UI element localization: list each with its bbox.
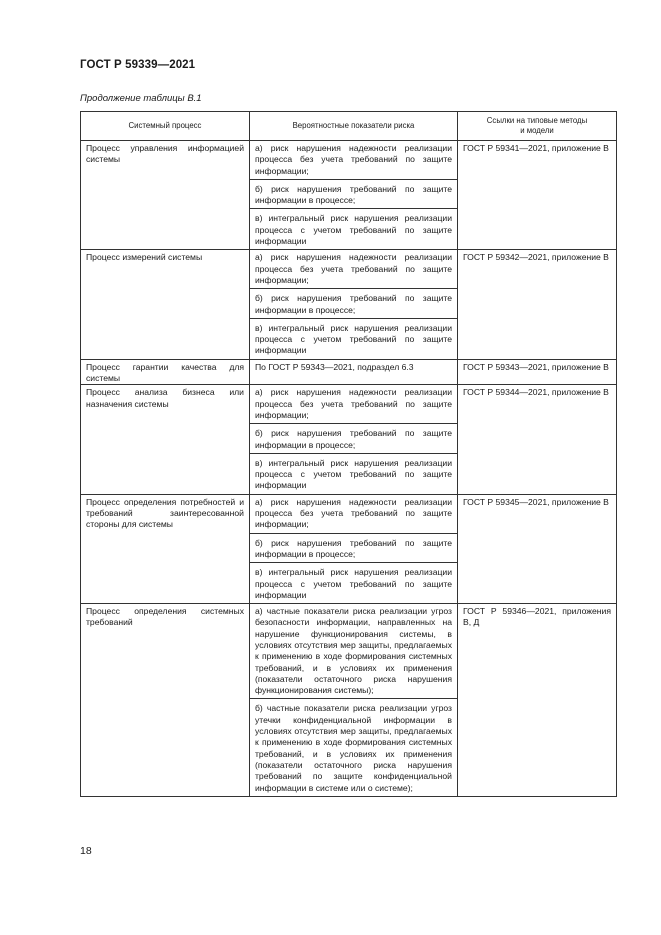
indicator-item: По ГОСТ Р 59343—2021, подраздел 6.3 (255, 361, 414, 372)
table-row (81, 604, 617, 797)
indicator-item: б) частные показатели риска реализации угроз утечки конфиденциальной информации в условиях отсутствия мер защиты, предлагаемых к применению в ходе формирования системных требований, и в условиях их применения (показатели остаточного риска нарушения требований по защите конфиденциальной информации в системе или о системе); (250, 698, 457, 795)
indicator-item: в) интегральный риск нарушения реализации процесса с учетом требований по защите информации (250, 318, 457, 359)
table-continuation-caption: Продолжение таблицы В.1 (80, 93, 202, 104)
table-header-row (81, 112, 617, 141)
indicator-item: а) риск нарушения надежности реализации процесса без учета требований по защите информации; (255, 252, 452, 285)
indicator-item: а) частные показатели риска реализации угроз безопасности информации, направленных на нарушение функционирования системы, в условиях отсутствия мер защиты, предлагаемых к применению в ходе формирования системных требований, и в условиях их применения (показатели остаточного риска нарушения функционирования системы); (255, 606, 452, 696)
indicator-item: в) интегральный риск нарушения реализации процесса с учетом требований по защите информации (250, 562, 457, 603)
indicator-item: б) риск нарушения требований по защите информации в процессе; (250, 533, 457, 563)
indicator-item: б) риск нарушения требований по защите информации в процессе; (250, 179, 457, 209)
document-code: ГОСТ Р 59339—2021 (80, 59, 196, 71)
table-row (81, 494, 617, 603)
reference-cell: ГОСТ Р 59342—2021, приложение В (458, 250, 617, 359)
indicator-item: в) интегральный риск нарушения реализации процесса с учетом требований по защите информации (250, 453, 457, 494)
indicators-cell (250, 250, 458, 359)
column-header-indicators: Вероятностные показатели риска (250, 112, 458, 141)
table-row (81, 359, 617, 385)
indicator-item: б) риск нарушения требований по защите информации в процессе; (250, 288, 457, 318)
process-cell: Процесс определения потребностей и требований заинтересованной стороны для системы (81, 494, 250, 603)
process-cell: Процесс измерений системы (81, 250, 250, 359)
page-number: 18 (80, 845, 92, 857)
indicator-item: а) риск нарушения надежности реализации процесса без учета требований по защите информации; (255, 387, 452, 420)
process-cell: Процесс гарантии качества для системы (81, 359, 250, 385)
reference-cell: ГОСТ Р 59344—2021, приложение В (458, 385, 617, 494)
table-body (81, 141, 617, 797)
indicator-item: в) интегральный риск нарушения реализации процесса с учетом требований по защите информации (250, 208, 457, 249)
reference-cell: ГОСТ Р 59341—2021, приложение В (458, 141, 617, 250)
indicators-cell (250, 604, 458, 797)
reference-cell: ГОСТ Р 59343—2021, приложение В (458, 359, 617, 385)
risk-indicators-table (80, 111, 617, 797)
reference-cell: ГОСТ Р 59346—2021, приложения В, Д (458, 604, 617, 797)
indicator-item: б) риск нарушения требований по защите информации в процессе; (250, 423, 457, 453)
process-cell: Процесс управления информацией системы (81, 141, 250, 250)
table-row (81, 250, 617, 359)
column-header-references: Ссылки на типовые методы и модели (458, 112, 617, 141)
column-header-process: Системный процесс (81, 112, 250, 141)
indicators-cell (250, 494, 458, 603)
process-cell: Процесс анализа бизнеса или назначения системы (81, 385, 250, 494)
reference-cell: ГОСТ Р 59345—2021, приложение В (458, 494, 617, 603)
indicators-cell (250, 385, 458, 494)
table-row (81, 141, 617, 250)
indicator-item: а) риск нарушения надежности реализации процесса без учета требований по защите информации; (255, 496, 452, 530)
indicators-cell (250, 359, 458, 385)
indicator-item: а) риск нарушения надежности реализации процесса без учета требований по защите информации; (255, 143, 452, 176)
indicators-cell (250, 141, 458, 250)
process-cell: Процесс определения системных требований (81, 604, 250, 797)
table-row (81, 385, 617, 494)
